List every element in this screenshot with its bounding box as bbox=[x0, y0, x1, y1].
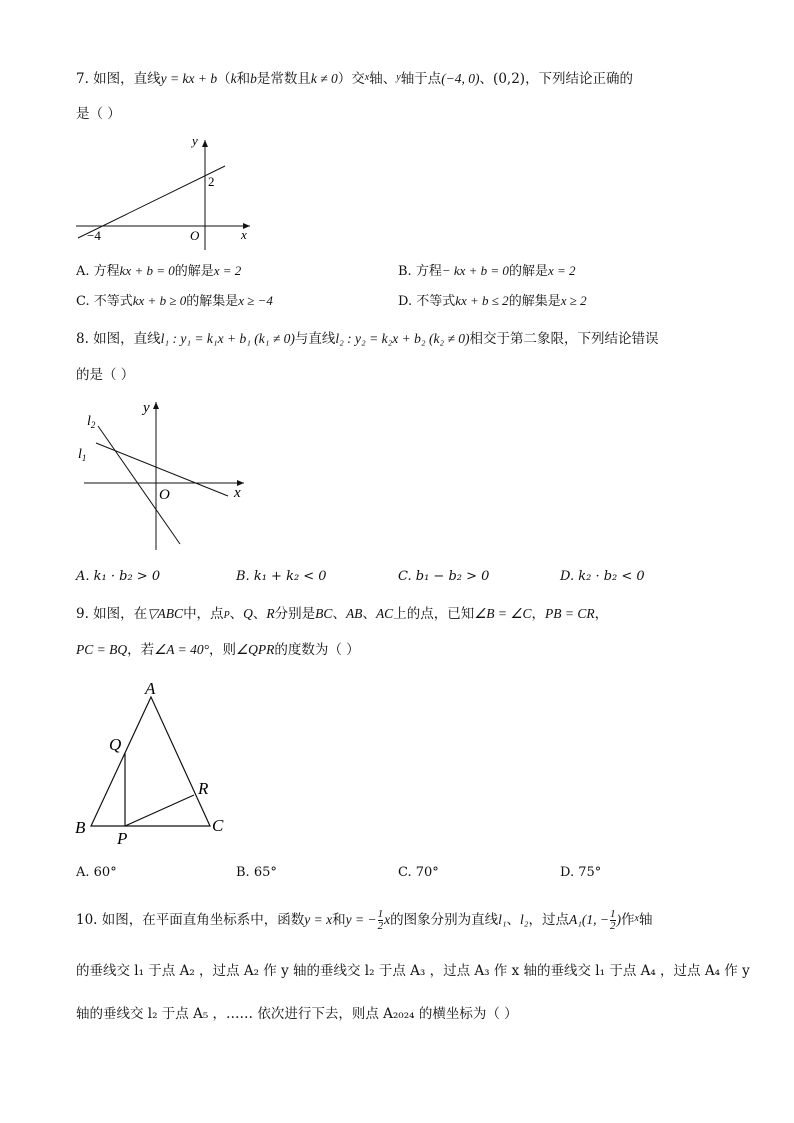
q8-option-c[interactable]: C. b₁ − b₂ > 0 bbox=[398, 569, 490, 584]
option-text: 的解集是 bbox=[186, 294, 239, 309]
q8-graph bbox=[76, 396, 256, 556]
q9-condition: PB = CR bbox=[545, 606, 595, 621]
q8-option-b[interactable]: B. k₁ + k₂ < 0 bbox=[236, 569, 327, 584]
q10-x: x bbox=[634, 913, 639, 924]
q9-stem-text: 、 bbox=[332, 606, 346, 622]
q8-line-l2 bbox=[98, 426, 180, 544]
q8-l2-letter: l bbox=[87, 414, 91, 429]
q9-option-a[interactable]: A. 60° bbox=[76, 865, 117, 880]
q7-y: y bbox=[396, 72, 401, 83]
q9-point-r: R bbox=[266, 606, 275, 621]
option-text: 的解集是 bbox=[508, 294, 561, 309]
q9-point-p-label: P bbox=[117, 829, 128, 848]
q9-vertex-b: B bbox=[75, 818, 86, 837]
q9-vertex-a: A bbox=[145, 679, 156, 698]
q8-y-label: y bbox=[143, 400, 150, 416]
q8-l2-label bbox=[87, 414, 96, 430]
option-label: B. 方程 bbox=[398, 264, 442, 279]
q8-stem-line2: 的是（ ） bbox=[76, 367, 135, 383]
q8-l1-sub: 1 bbox=[81, 453, 87, 463]
q9-vertex-c: C bbox=[212, 816, 224, 835]
q7-b: b bbox=[250, 71, 257, 86]
q9-target-angle: ∠QPR bbox=[235, 642, 275, 657]
q7-k: k bbox=[230, 71, 237, 86]
q8-l1-label bbox=[78, 447, 86, 463]
q9-stem-line1 bbox=[76, 605, 608, 625]
option-label: C. 不等式 bbox=[76, 294, 133, 309]
q9-triangle: ▽ABC bbox=[147, 606, 184, 621]
option-text: 的解是 bbox=[174, 264, 214, 279]
q9-stem-text: 分别是 bbox=[274, 606, 316, 622]
q8-stem-text: 相交于第二象限，下列结论错误 bbox=[469, 331, 659, 347]
fraction-numerator: 1 bbox=[377, 908, 384, 921]
q10-stem-text: 、 bbox=[506, 912, 521, 928]
q9-point-q: Q bbox=[243, 606, 253, 621]
q10-function-2-prefix: y = − bbox=[345, 912, 377, 927]
q9-segment-ac: AC bbox=[375, 606, 394, 621]
q9-point-p: P bbox=[223, 610, 230, 621]
q9-triangle-shape bbox=[91, 697, 210, 826]
fraction-denominator: 2 bbox=[377, 920, 384, 933]
q9-stem-text: 、 bbox=[362, 606, 376, 622]
q9-segment-bc: BC bbox=[315, 606, 333, 621]
q7-stem-text: 和 bbox=[236, 71, 251, 87]
q10-stem-text: 和 bbox=[332, 912, 346, 928]
q10-stem-text: 10. 如图，在平面直角坐标系中，函数 bbox=[76, 912, 305, 928]
q7-stem-text: 是常数且 bbox=[256, 71, 311, 87]
option-label: A. 方程 bbox=[76, 264, 120, 279]
q10-stem-line2: 的垂线交 l₁ 于点 A₂ ，过点 A₂ 作 y 轴的垂线交 l₂ 于点 A₃ ，过点 A₃ 作 x 轴的垂线交 l₁ 于点 A₄ ，过点 A₄ 作 y bbox=[76, 963, 750, 979]
q10-stem-text: 的图象分别为直线 bbox=[390, 912, 499, 928]
q9-stem-text: ，则 bbox=[208, 642, 236, 658]
q10-function-2 bbox=[345, 908, 391, 933]
q10-line-2: l₂ bbox=[520, 912, 529, 927]
q8-x-label: x bbox=[234, 485, 241, 501]
q9-stem-text: 中，点 bbox=[183, 606, 224, 622]
q7-option-b[interactable] bbox=[398, 262, 576, 281]
q9-stem-text: 的度数为（ ） bbox=[274, 642, 360, 658]
q7-point-2: (0,2) bbox=[493, 71, 526, 87]
q10-line-1: l₁ bbox=[498, 912, 507, 927]
q8-stem-line1 bbox=[76, 330, 659, 348]
q7-stem-text: ）交 bbox=[337, 71, 365, 87]
fraction-denominator: 2 bbox=[610, 920, 616, 933]
q10-fraction bbox=[610, 909, 616, 932]
q9-stem-text: 上的点，已知 bbox=[393, 606, 475, 622]
q7-condition: k ≠ 0 bbox=[310, 71, 338, 86]
q10-point-a1-prefix: A₁(1, − bbox=[568, 912, 610, 927]
q7-stem-line2: 是（ ） bbox=[76, 106, 121, 122]
q9-point-q-label: Q bbox=[109, 735, 122, 754]
q9-condition: ∠A = 40° bbox=[154, 642, 209, 657]
q7-intercept-y-label: 2 bbox=[208, 174, 215, 189]
option-math: x ≥ 2 bbox=[560, 293, 587, 308]
q10-function-1: y = x bbox=[304, 912, 333, 927]
q9-stem-text: ， bbox=[531, 606, 546, 622]
option-text: 的解是 bbox=[508, 264, 548, 279]
option-math: − kx + b = 0 bbox=[441, 263, 509, 278]
q9-figure bbox=[72, 678, 242, 848]
q9-stem-text: 、 bbox=[229, 606, 244, 622]
q9-segment-ab: AB bbox=[345, 606, 363, 621]
option-label: D. 不等式 bbox=[398, 294, 456, 309]
q7-stem-text: 、 bbox=[479, 71, 494, 87]
q8-option-d[interactable]: D. k₂ · b₂ < 0 bbox=[560, 569, 645, 584]
q8-stem-text: 与直线 bbox=[294, 331, 336, 347]
q10-stem-line1 bbox=[76, 906, 652, 933]
q9-condition: PC = BQ bbox=[76, 642, 128, 657]
q7-stem-text: （ bbox=[217, 71, 231, 87]
q7-option-d[interactable] bbox=[398, 292, 587, 311]
q9-point-r-label: R bbox=[198, 779, 209, 798]
q10-stem-text: 轴 bbox=[638, 912, 653, 928]
q9-stem-line2 bbox=[76, 641, 360, 659]
q7-origin-label: O bbox=[190, 228, 200, 243]
option-math: x = 2 bbox=[213, 263, 242, 278]
q9-stem-text: ，若 bbox=[127, 642, 155, 658]
q10-stem-text: ，过点 bbox=[528, 912, 569, 928]
option-math: x ≥ −4 bbox=[238, 293, 273, 308]
fraction-numerator: 1 bbox=[610, 908, 616, 921]
q8-l2-sub: 2 bbox=[90, 420, 96, 430]
q9-stem-text: ， bbox=[594, 606, 609, 622]
q8-option-a[interactable]: A. k₁ · b₂ > 0 bbox=[76, 569, 161, 584]
q7-stem-text: 轴、 bbox=[369, 71, 397, 87]
option-math: kx + b ≥ 0 bbox=[132, 293, 187, 308]
q9-option-c[interactable]: C. 70° bbox=[398, 865, 439, 880]
q7-stem-line1 bbox=[76, 69, 633, 88]
q8-line-1-eq: l₁ : y₁ = k₁x + b₁ (k₁ ≠ 0) bbox=[160, 331, 295, 346]
q8-origin-label: O bbox=[159, 487, 170, 503]
q9-option-b[interactable]: B. 65° bbox=[236, 865, 277, 880]
q10-fraction bbox=[378, 909, 384, 932]
q8-stem-text: 8. 如图，直线 bbox=[76, 331, 161, 347]
q7-x: x bbox=[364, 72, 370, 83]
q9-condition: ∠B = ∠C bbox=[474, 606, 532, 621]
q7-point-1: (−4, 0) bbox=[441, 71, 480, 86]
q7-y-arrow-icon bbox=[202, 140, 208, 147]
option-math: kx + b ≤ 2 bbox=[455, 293, 509, 308]
q7-stem-text: 7. 如图，直线 bbox=[76, 71, 161, 87]
q7-option-a[interactable] bbox=[76, 262, 241, 281]
option-math: kx + b = 0 bbox=[119, 263, 175, 278]
q8-l1-letter: l bbox=[78, 447, 82, 462]
q8-y-arrow-icon bbox=[153, 402, 159, 409]
q9-stem-text: 9. 如图，在 bbox=[76, 606, 148, 622]
q7-stem-text: 轴于点 bbox=[400, 71, 442, 87]
q10-point-a1-suffix: ) bbox=[616, 912, 622, 927]
q10-point-a1 bbox=[568, 908, 622, 933]
q9-segment-pr bbox=[125, 795, 194, 826]
q7-graph bbox=[76, 134, 256, 254]
q7-option-c[interactable] bbox=[76, 292, 273, 311]
option-math: x = 2 bbox=[547, 263, 576, 278]
q7-intercept-x-label: −4 bbox=[87, 228, 101, 243]
q9-stem-text: 、 bbox=[252, 606, 267, 622]
q7-x-label: x bbox=[241, 227, 247, 242]
q9-option-d[interactable]: D. 75° bbox=[560, 865, 602, 880]
q10-function-2-suffix: x bbox=[384, 912, 391, 927]
q10-stem-line3: 轴的垂线交 l₂ 于点 A₅ ，…… 依次进行下去，则点 A₂₀₂₄ 的横坐标为（ ） bbox=[76, 1006, 518, 1022]
q7-stem-text: ，下列结论正确的 bbox=[525, 71, 634, 87]
q8-line-2-eq: l₂ : y₂ = k₂x + b₂ (k₂ ≠ 0) bbox=[335, 331, 470, 346]
q7-equation: y = kx + b bbox=[160, 71, 218, 86]
q7-y-label: y bbox=[192, 133, 198, 148]
q10-stem-text: 作 bbox=[621, 912, 635, 928]
